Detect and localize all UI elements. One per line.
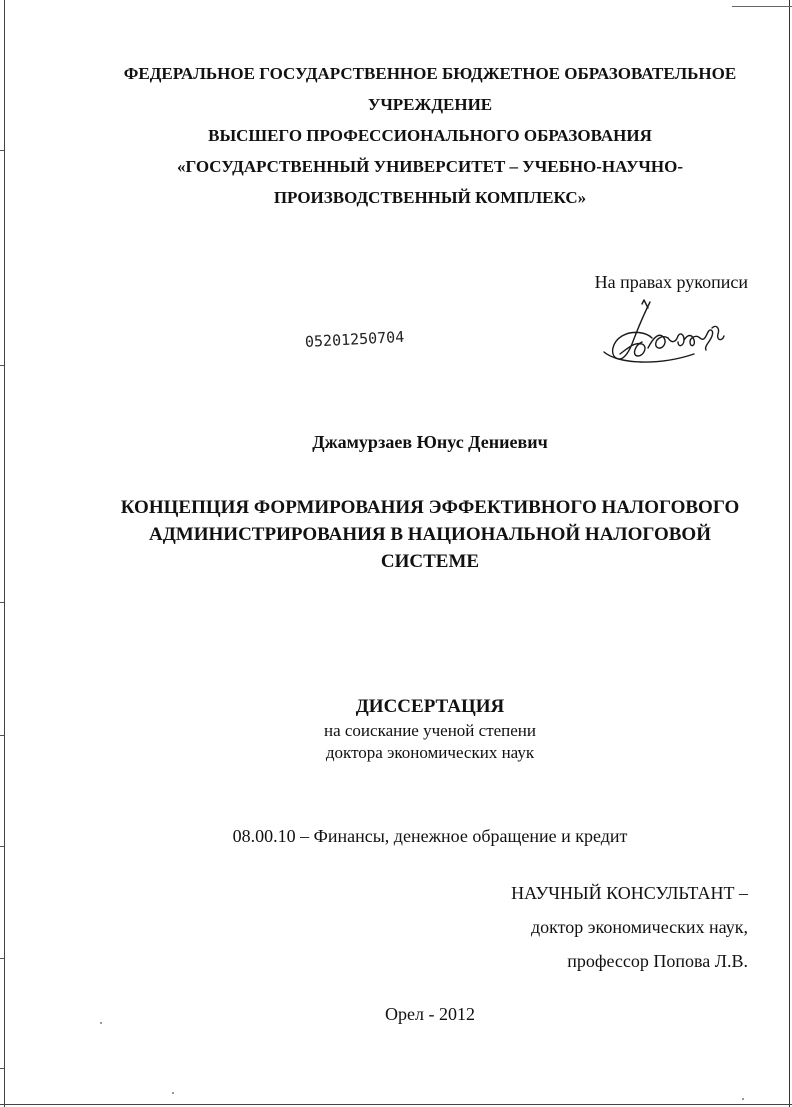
- header-line: ФЕДЕРАЛЬНОЕ ГОСУДАРСТВЕННОЕ БЮДЖЕТНОЕ ОБРАЗОВАТЕЛЬНОЕ: [123, 64, 737, 83]
- consultant-line: профессор Попова Л.В.: [567, 951, 748, 971]
- scan-edge-left: [4, 0, 5, 1107]
- scan-speck: [742, 1098, 744, 1100]
- dissertation-label: ДИССЕРТАЦИЯ: [355, 696, 505, 717]
- header-line: ВЫСШЕГО ПРОФЕССИОНАЛЬНОГО ОБРАЗОВАНИЯ: [208, 126, 652, 145]
- scan-tick: [0, 958, 4, 959]
- header-line: «ГОСУДАРСТВЕННЫЙ УНИВЕРСИТЕТ – УЧЕБНО-НАУЧНО-: [176, 157, 683, 176]
- scan-tick: [0, 602, 4, 603]
- scan-speck: [172, 1092, 174, 1094]
- city-year: Орел - 2012: [385, 1004, 475, 1024]
- scan-edge-bottom: [0, 1104, 792, 1105]
- signature-image: [598, 298, 728, 370]
- manuscript-note: На правах рукописи: [594, 272, 748, 292]
- scan-tick: [0, 150, 4, 151]
- scientific-consultant: [511, 876, 748, 978]
- institution-header: [100, 58, 760, 213]
- author-name: Джамурзаев Юнус Дениевич: [312, 432, 548, 452]
- scan-edge-top: [732, 6, 792, 7]
- scan-tick: [0, 735, 4, 736]
- scan-tick: [0, 365, 4, 366]
- header-line: ПРОИЗВОДСТВЕННЫЙ КОМПЛЕКС»: [273, 188, 587, 207]
- consultant-line: НАУЧНЫЙ КОНСУЛЬТАНТ –: [511, 883, 748, 903]
- degree-line: доктора экономических наук: [325, 743, 535, 762]
- stamp-code: 05201250704: [304, 327, 405, 351]
- dissertation-block: [100, 694, 760, 764]
- dissertation-title: [100, 494, 760, 575]
- scan-tick: [0, 1068, 4, 1069]
- title-line: СИСТЕМЕ: [380, 551, 480, 572]
- specialty-code: 08.00.10 – Финансы, денежное обращение и кредит: [232, 826, 628, 846]
- scan-edge-right: [789, 0, 790, 1107]
- consultant-line: доктор экономических наук,: [531, 917, 748, 937]
- header-line: УЧРЕЖДЕНИЕ: [367, 95, 493, 114]
- title-line: КОНЦЕПЦИЯ ФОРМИРОВАНИЯ ЭФФЕКТИВНОГО НАЛОГОВОГО: [120, 497, 740, 518]
- degree-line: на соискание ученой степени: [323, 721, 537, 740]
- title-line: АДМИНИСТРИРОВАНИЯ В НАЦИОНАЛЬНОЙ НАЛОГОВОЙ: [149, 524, 711, 545]
